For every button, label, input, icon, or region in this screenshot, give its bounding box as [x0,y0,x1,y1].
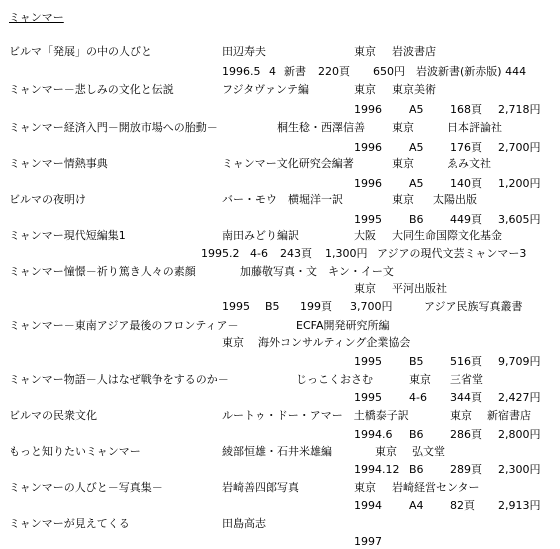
book-price: 650円 [373,65,405,78]
book-title: ミャンマー－東南アジア最後のフロンティア－ [9,319,239,332]
book-author: 加藤敬写真・文 キン・イー文 [240,265,394,278]
book-series: 岩波新書(新赤版) 444 [416,65,527,78]
book-title: もっと知りたいミャンマー [9,445,141,458]
book-city: 東京 [392,157,414,170]
book-pages-note: 新書 [284,65,306,78]
book-author: バー・モウ 横堀洋一訳 [222,193,343,206]
book-pages: 220頁 [318,65,350,78]
book-title: ミャンマー－悲しみの文化と伝説 [9,83,174,96]
book-publisher: ゑみ文社 [447,157,491,170]
book-city: 東京 [354,481,376,494]
entry-title-line [0,157,560,170]
book-format: 4-6 [250,247,268,260]
book-format: A5 [409,177,424,190]
book-publisher: 弘文堂 [412,445,445,458]
book-format: B6 [409,213,424,226]
entry-title-line [0,83,560,96]
book-date: 1995 [354,355,382,368]
book-author: 桐生稔・西澤信善 [277,121,365,134]
book-publisher: 三省堂 [450,373,483,386]
book-series: アジアの現代文芸ミャンマー3 [377,247,527,260]
entry-detail-line [0,391,560,404]
entry-detail-line [0,355,560,368]
book-title: ビルマの夜明け [9,193,86,206]
book-pages: 286頁 [450,428,482,441]
entry-title-line [0,445,560,458]
book-title: ミャンマー経済入門－開放市場への胎動－ [9,121,218,134]
book-pages: 243頁 [280,247,312,260]
book-publisher: 平河出版社 [392,282,447,295]
book-format: 4-6 [409,391,427,404]
book-date: 1994 [354,499,382,512]
book-date: 1997 [354,535,382,548]
book-price: 3,700円 [350,300,393,313]
book-title: ビルマの民衆文化 [9,409,97,422]
book-author: ルートゥ・ドー・アマー 土橋泰子訳 [222,409,409,422]
book-format: B5 [409,355,424,368]
book-date: 1995 [222,300,250,313]
book-author: 田辺寿夫 [222,45,266,58]
book-publisher: 岩波書店 [392,45,436,58]
entry-detail-line [0,535,560,548]
book-publisher: 岩崎経営センター [392,481,480,494]
book-format: B5 [265,300,280,313]
book-format: A5 [409,141,424,154]
book-price: 1,200円 [498,177,541,190]
entry-title-line [0,481,560,494]
entry-title-line [0,373,560,386]
book-city: 東京 [375,445,397,458]
book-title: ミャンマー物語－人はなぜ戦争をするのか－ [9,373,229,386]
book-format: A5 [409,103,424,116]
book-title: ビルマ「発展」の中の人びと [9,45,152,58]
book-city: 大阪 [354,229,376,242]
book-title: ミャンマー情熱事典 [9,157,108,170]
book-pages: 516頁 [450,355,482,368]
book-pages: 140頁 [450,177,482,190]
entry-title-line [0,121,560,134]
book-price: 2,718円 [498,103,541,116]
book-pages: 82頁 [450,499,475,512]
entry-detail-line [0,428,560,441]
book-city: 東京 [409,373,431,386]
section-heading: ミャンマー [9,11,64,24]
book-pages: 344頁 [450,391,482,404]
book-price: 9,709円 [498,355,541,368]
entry-detail-line [0,141,560,154]
book-title: ミャンマーが見えてくる [9,517,130,530]
book-date: 1995 [354,213,382,226]
book-city: 東京 [354,45,376,58]
book-publisher: 大同生命国際文化基金 [392,229,502,242]
book-price: 2,427円 [498,391,541,404]
book-pages: 289頁 [450,463,482,476]
book-price: 2,800円 [498,428,541,441]
entry-detail-line [0,300,560,313]
entry-detail-line [0,177,560,190]
entry-detail-line [0,213,560,226]
book-publisher: 東京美術 [392,83,436,96]
book-author: ミャンマー文化研究会編著 [222,157,354,170]
entry-title-line-cont [0,336,560,349]
entry-detail-line [0,499,560,512]
book-title: ミャンマー現代短編集1 [9,229,126,242]
book-date: 1996 [354,177,382,190]
book-author: 綾部恒雄・石井米雄編 [222,445,332,458]
book-author: 田島高志 [222,517,266,530]
book-publisher: 海外コンサルティング企業協会 [258,336,411,349]
book-date: 1994.6 [354,428,393,441]
book-publisher: 太陽出版 [433,193,477,206]
entry-title-line [0,409,560,422]
book-title: ミャンマーの人びと－写真集－ [9,481,163,494]
book-city: 東京 [222,336,244,349]
book-price: 3,605円 [498,213,541,226]
book-author: 南田みどり編訳 [222,229,299,242]
book-date: 1996 [354,141,382,154]
book-format: 4 [269,65,276,78]
entry-detail-line [0,247,560,260]
entry-title-line-cont [0,282,560,295]
book-price: 2,913円 [498,499,541,512]
entry-title-line [0,193,560,206]
book-pages: 176頁 [450,141,482,154]
book-title: ミャンマー憧憬－祈り篤き人々の素顔 [9,265,196,278]
book-series: アジア民族写真叢書 [424,300,523,313]
book-format: B6 [409,463,424,476]
book-author: じっこくおさむ [296,373,373,386]
book-pages: 449頁 [450,213,482,226]
entry-detail-line [0,103,560,116]
book-city: 東京 [450,409,472,422]
book-city: 東京 [392,121,414,134]
book-date: 1996 [354,103,382,116]
entry-title-line [0,229,560,242]
entry-detail-line [0,463,560,476]
book-city: 東京 [354,83,376,96]
book-publisher: 日本評論社 [447,121,502,134]
book-format: B6 [409,428,424,441]
book-date: 1995 [354,391,382,404]
book-price: 1,300円 [325,247,368,260]
entry-title-line [0,517,560,530]
book-date: 1994.12 [354,463,400,476]
book-author: フジタヴァンテ編 [222,83,310,96]
book-pages: 199頁 [300,300,332,313]
entry-title-line [0,319,560,332]
entry-title-line [0,265,560,278]
book-date: 1995.2 [201,247,240,260]
book-city: 東京 [392,193,414,206]
book-date: 1996.5 [222,65,261,78]
book-author: 岩崎善四郎写真 [222,481,299,494]
book-price: 2,700円 [498,141,541,154]
entry-detail-line [0,65,560,78]
entry-title-line [0,45,560,58]
book-pages: 168頁 [450,103,482,116]
book-publisher: 新宿書店 [487,409,531,422]
book-price: 2,300円 [498,463,541,476]
book-city: 東京 [354,282,376,295]
book-format: A4 [409,499,424,512]
book-author: ECFA開発研究所編 [296,319,390,332]
